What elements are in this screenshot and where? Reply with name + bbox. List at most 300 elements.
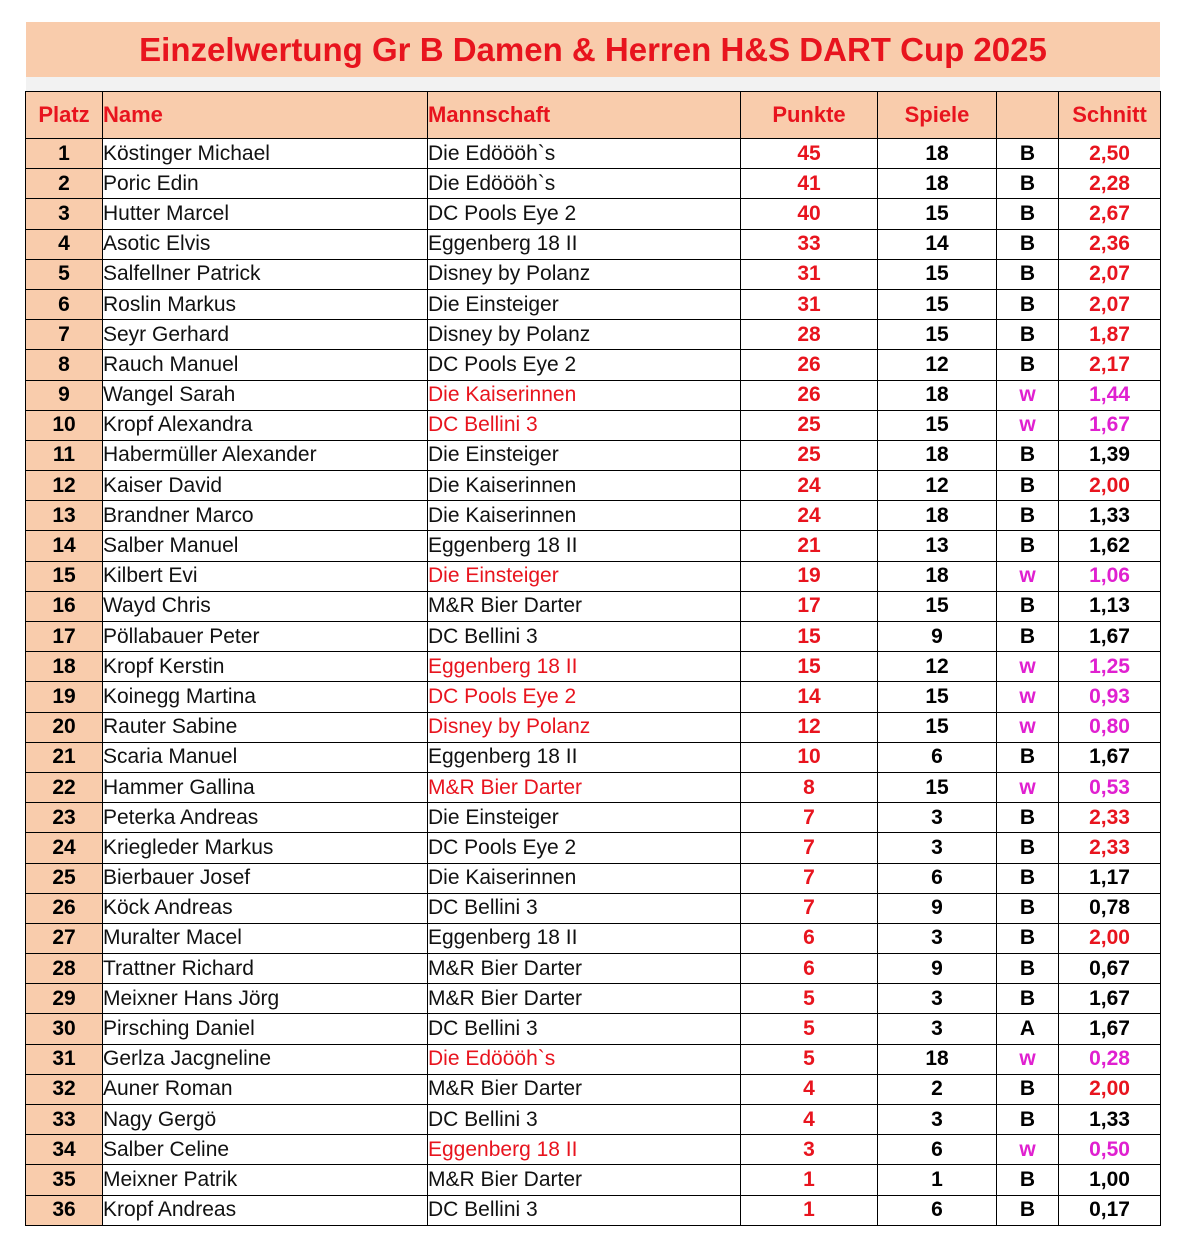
team-cell: M&R Bier Darter bbox=[428, 591, 741, 621]
team-cell: Die Einsteiger bbox=[428, 289, 741, 319]
average-cell: 1,67 bbox=[1059, 984, 1161, 1014]
class-cell: B bbox=[997, 471, 1059, 501]
games-cell: 14 bbox=[878, 229, 997, 259]
table-row bbox=[26, 984, 1161, 1014]
average-cell: 1,67 bbox=[1059, 410, 1161, 440]
name-cell: Peterka Andreas bbox=[103, 803, 428, 833]
name-cell: Habermüller Alexander bbox=[103, 440, 428, 470]
average-cell: 1,67 bbox=[1059, 1014, 1161, 1044]
games-cell: 12 bbox=[878, 471, 997, 501]
games-cell: 9 bbox=[878, 893, 997, 923]
class-cell: w bbox=[997, 1044, 1059, 1074]
average-cell: 1,44 bbox=[1059, 380, 1161, 410]
class-cell: B bbox=[997, 803, 1059, 833]
games-cell: 15 bbox=[878, 712, 997, 742]
average-cell: 2,50 bbox=[1059, 139, 1161, 169]
points-cell: 24 bbox=[741, 501, 878, 531]
table-row bbox=[26, 652, 1161, 682]
class-cell: B bbox=[997, 501, 1059, 531]
table-row bbox=[26, 199, 1161, 229]
games-cell: 3 bbox=[878, 1014, 997, 1044]
name-cell: Bierbauer Josef bbox=[103, 863, 428, 893]
average-cell: 1,39 bbox=[1059, 440, 1161, 470]
table-row bbox=[26, 591, 1161, 621]
games-cell: 15 bbox=[878, 682, 997, 712]
header-points: Punkte bbox=[741, 92, 878, 139]
team-cell: Die Kaiserinnen bbox=[428, 380, 741, 410]
average-cell: 0,17 bbox=[1059, 1195, 1161, 1225]
table-row bbox=[26, 289, 1161, 319]
platz-cell: 23 bbox=[26, 803, 103, 833]
games-cell: 9 bbox=[878, 622, 997, 652]
points-cell: 28 bbox=[741, 320, 878, 350]
average-cell: 1,67 bbox=[1059, 622, 1161, 652]
name-cell: Wayd Chris bbox=[103, 591, 428, 621]
points-cell: 14 bbox=[741, 682, 878, 712]
points-cell: 25 bbox=[741, 410, 878, 440]
average-cell: 0,28 bbox=[1059, 1044, 1161, 1074]
class-cell: B bbox=[997, 531, 1059, 561]
name-cell: Salber Celine bbox=[103, 1135, 428, 1165]
games-cell: 18 bbox=[878, 501, 997, 531]
team-cell: DC Bellini 3 bbox=[428, 410, 741, 440]
class-cell: B bbox=[997, 199, 1059, 229]
team-cell: Eggenberg 18 II bbox=[428, 742, 741, 772]
name-cell: Gerlza Jacgneline bbox=[103, 1044, 428, 1074]
games-cell: 6 bbox=[878, 1135, 997, 1165]
games-cell: 9 bbox=[878, 954, 997, 984]
class-cell: w bbox=[997, 712, 1059, 742]
points-cell: 7 bbox=[741, 833, 878, 863]
points-cell: 17 bbox=[741, 591, 878, 621]
header-team: Mannschaft bbox=[428, 92, 741, 139]
points-cell: 24 bbox=[741, 471, 878, 501]
platz-cell: 24 bbox=[26, 833, 103, 863]
platz-cell: 15 bbox=[26, 561, 103, 591]
platz-cell: 17 bbox=[26, 622, 103, 652]
name-cell: Scaria Manuel bbox=[103, 742, 428, 772]
games-cell: 15 bbox=[878, 289, 997, 319]
points-cell: 1 bbox=[741, 1165, 878, 1195]
team-cell: DC Pools Eye 2 bbox=[428, 682, 741, 712]
points-cell: 6 bbox=[741, 923, 878, 953]
name-cell: Poric Edin bbox=[103, 169, 428, 199]
class-cell: w bbox=[997, 652, 1059, 682]
average-cell: 1,67 bbox=[1059, 742, 1161, 772]
team-cell: M&R Bier Darter bbox=[428, 772, 741, 802]
average-cell: 2,28 bbox=[1059, 169, 1161, 199]
name-cell: Brandner Marco bbox=[103, 501, 428, 531]
points-cell: 19 bbox=[741, 561, 878, 591]
class-cell: B bbox=[997, 923, 1059, 953]
platz-cell: 4 bbox=[26, 229, 103, 259]
games-cell: 18 bbox=[878, 169, 997, 199]
table-row bbox=[26, 531, 1161, 561]
team-cell: Die Kaiserinnen bbox=[428, 471, 741, 501]
platz-cell: 28 bbox=[26, 954, 103, 984]
name-cell: Hammer Gallina bbox=[103, 772, 428, 802]
class-cell: w bbox=[997, 561, 1059, 591]
games-cell: 3 bbox=[878, 984, 997, 1014]
points-cell: 21 bbox=[741, 531, 878, 561]
points-cell: 1 bbox=[741, 1195, 878, 1225]
class-cell: B bbox=[997, 440, 1059, 470]
average-cell: 2,07 bbox=[1059, 259, 1161, 289]
class-cell: B bbox=[997, 320, 1059, 350]
class-cell: B bbox=[997, 1195, 1059, 1225]
name-cell: Kropf Alexandra bbox=[103, 410, 428, 440]
games-cell: 18 bbox=[878, 139, 997, 169]
class-cell: B bbox=[997, 229, 1059, 259]
name-cell: Muralter Macel bbox=[103, 923, 428, 953]
name-cell: Wangel Sarah bbox=[103, 380, 428, 410]
platz-cell: 6 bbox=[26, 289, 103, 319]
title-separator bbox=[26, 77, 1160, 91]
class-cell: B bbox=[997, 591, 1059, 621]
table-row bbox=[26, 622, 1161, 652]
team-cell: DC Bellini 3 bbox=[428, 893, 741, 923]
table-row bbox=[26, 1044, 1161, 1074]
average-cell: 2,17 bbox=[1059, 350, 1161, 380]
header-row bbox=[26, 92, 1161, 139]
class-cell: A bbox=[997, 1014, 1059, 1044]
table-row bbox=[26, 1195, 1161, 1225]
name-cell: Köck Andreas bbox=[103, 893, 428, 923]
points-cell: 7 bbox=[741, 893, 878, 923]
name-cell: Rauter Sabine bbox=[103, 712, 428, 742]
points-cell: 5 bbox=[741, 984, 878, 1014]
team-cell: M&R Bier Darter bbox=[428, 984, 741, 1014]
team-cell: Die Einsteiger bbox=[428, 803, 741, 833]
table-row bbox=[26, 863, 1161, 893]
average-cell: 2,07 bbox=[1059, 289, 1161, 319]
name-cell: Pirsching Daniel bbox=[103, 1014, 428, 1044]
platz-cell: 36 bbox=[26, 1195, 103, 1225]
platz-cell: 11 bbox=[26, 440, 103, 470]
class-cell: w bbox=[997, 410, 1059, 440]
class-cell: B bbox=[997, 984, 1059, 1014]
platz-cell: 22 bbox=[26, 772, 103, 802]
average-cell: 0,80 bbox=[1059, 712, 1161, 742]
games-cell: 13 bbox=[878, 531, 997, 561]
points-cell: 12 bbox=[741, 712, 878, 742]
team-cell: Die Kaiserinnen bbox=[428, 863, 741, 893]
games-cell: 3 bbox=[878, 803, 997, 833]
table-row bbox=[26, 320, 1161, 350]
class-cell: B bbox=[997, 893, 1059, 923]
points-cell: 33 bbox=[741, 229, 878, 259]
class-cell: w bbox=[997, 1135, 1059, 1165]
class-cell: B bbox=[997, 289, 1059, 319]
class-cell: B bbox=[997, 1105, 1059, 1135]
table-row bbox=[26, 259, 1161, 289]
name-cell: Pöllabauer Peter bbox=[103, 622, 428, 652]
team-cell: Die Edöööh`s bbox=[428, 139, 741, 169]
team-cell: Eggenberg 18 II bbox=[428, 531, 741, 561]
name-cell: Kropf Andreas bbox=[103, 1195, 428, 1225]
class-cell: w bbox=[997, 682, 1059, 712]
class-cell: B bbox=[997, 954, 1059, 984]
points-cell: 31 bbox=[741, 289, 878, 319]
average-cell: 1,87 bbox=[1059, 320, 1161, 350]
average-cell: 2,33 bbox=[1059, 833, 1161, 863]
average-cell: 1,00 bbox=[1059, 1165, 1161, 1195]
points-cell: 41 bbox=[741, 169, 878, 199]
name-cell: Salber Manuel bbox=[103, 531, 428, 561]
games-cell: 6 bbox=[878, 1195, 997, 1225]
team-cell: DC Pools Eye 2 bbox=[428, 833, 741, 863]
table-row bbox=[26, 1074, 1161, 1104]
name-cell: Roslin Markus bbox=[103, 289, 428, 319]
average-cell: 1,06 bbox=[1059, 561, 1161, 591]
name-cell: Meixner Patrik bbox=[103, 1165, 428, 1195]
platz-cell: 33 bbox=[26, 1105, 103, 1135]
table-row bbox=[26, 742, 1161, 772]
points-cell: 15 bbox=[741, 622, 878, 652]
name-cell: Kropf Kerstin bbox=[103, 652, 428, 682]
table-row bbox=[26, 1014, 1161, 1044]
games-cell: 15 bbox=[878, 410, 997, 440]
team-cell: DC Bellini 3 bbox=[428, 622, 741, 652]
table-body bbox=[26, 139, 1161, 1226]
platz-cell: 16 bbox=[26, 591, 103, 621]
platz-cell: 21 bbox=[26, 742, 103, 772]
platz-cell: 18 bbox=[26, 652, 103, 682]
name-cell: Rauch Manuel bbox=[103, 350, 428, 380]
class-cell: B bbox=[997, 1074, 1059, 1104]
platz-cell: 13 bbox=[26, 501, 103, 531]
platz-cell: 35 bbox=[26, 1165, 103, 1195]
points-cell: 3 bbox=[741, 1135, 878, 1165]
table-row bbox=[26, 139, 1161, 169]
points-cell: 4 bbox=[741, 1105, 878, 1135]
name-cell: Auner Roman bbox=[103, 1074, 428, 1104]
games-cell: 6 bbox=[878, 742, 997, 772]
table-row bbox=[26, 712, 1161, 742]
class-cell: w bbox=[997, 380, 1059, 410]
team-cell: Die Einsteiger bbox=[428, 440, 741, 470]
table-row bbox=[26, 682, 1161, 712]
name-cell: Kriegleder Markus bbox=[103, 833, 428, 863]
average-cell: 2,00 bbox=[1059, 1074, 1161, 1104]
team-cell: DC Bellini 3 bbox=[428, 1014, 741, 1044]
games-cell: 12 bbox=[878, 350, 997, 380]
class-cell: w bbox=[997, 772, 1059, 802]
platz-cell: 32 bbox=[26, 1074, 103, 1104]
team-cell: M&R Bier Darter bbox=[428, 954, 741, 984]
class-cell: B bbox=[997, 350, 1059, 380]
table-row bbox=[26, 169, 1161, 199]
average-cell: 0,53 bbox=[1059, 772, 1161, 802]
points-cell: 6 bbox=[741, 954, 878, 984]
table-row bbox=[26, 833, 1161, 863]
platz-cell: 26 bbox=[26, 893, 103, 923]
games-cell: 3 bbox=[878, 833, 997, 863]
table-row bbox=[26, 1165, 1161, 1195]
points-cell: 5 bbox=[741, 1014, 878, 1044]
platz-cell: 2 bbox=[26, 169, 103, 199]
platz-cell: 27 bbox=[26, 923, 103, 953]
points-cell: 8 bbox=[741, 772, 878, 802]
platz-cell: 34 bbox=[26, 1135, 103, 1165]
games-cell: 15 bbox=[878, 199, 997, 229]
points-cell: 31 bbox=[741, 259, 878, 289]
average-cell: 0,67 bbox=[1059, 954, 1161, 984]
name-cell: Asotic Elvis bbox=[103, 229, 428, 259]
average-cell: 1,25 bbox=[1059, 652, 1161, 682]
platz-cell: 8 bbox=[26, 350, 103, 380]
table-row bbox=[26, 772, 1161, 802]
games-cell: 2 bbox=[878, 1074, 997, 1104]
class-cell: B bbox=[997, 742, 1059, 772]
platz-cell: 14 bbox=[26, 531, 103, 561]
team-cell: M&R Bier Darter bbox=[428, 1074, 741, 1104]
games-cell: 3 bbox=[878, 1105, 997, 1135]
games-cell: 18 bbox=[878, 561, 997, 591]
average-cell: 2,67 bbox=[1059, 199, 1161, 229]
class-cell: B bbox=[997, 863, 1059, 893]
name-cell: Koinegg Martina bbox=[103, 682, 428, 712]
average-cell: 1,33 bbox=[1059, 501, 1161, 531]
class-cell: B bbox=[997, 259, 1059, 289]
team-cell: DC Pools Eye 2 bbox=[428, 350, 741, 380]
team-cell: Eggenberg 18 II bbox=[428, 229, 741, 259]
table-row bbox=[26, 1105, 1161, 1135]
games-cell: 18 bbox=[878, 380, 997, 410]
table-row bbox=[26, 350, 1161, 380]
table-row bbox=[26, 471, 1161, 501]
games-cell: 6 bbox=[878, 863, 997, 893]
name-cell: Salfellner Patrick bbox=[103, 259, 428, 289]
games-cell: 3 bbox=[878, 923, 997, 953]
games-cell: 18 bbox=[878, 440, 997, 470]
points-cell: 40 bbox=[741, 199, 878, 229]
table-row bbox=[26, 380, 1161, 410]
header-games: Spiele bbox=[878, 92, 997, 139]
platz-cell: 3 bbox=[26, 199, 103, 229]
name-cell: Hutter Marcel bbox=[103, 199, 428, 229]
table-row bbox=[26, 229, 1161, 259]
average-cell: 2,00 bbox=[1059, 923, 1161, 953]
table-row bbox=[26, 410, 1161, 440]
platz-cell: 7 bbox=[26, 320, 103, 350]
average-cell: 1,17 bbox=[1059, 863, 1161, 893]
points-cell: 10 bbox=[741, 742, 878, 772]
team-cell: DC Bellini 3 bbox=[428, 1105, 741, 1135]
table-row bbox=[26, 923, 1161, 953]
table-row bbox=[26, 501, 1161, 531]
class-cell: B bbox=[997, 139, 1059, 169]
platz-cell: 19 bbox=[26, 682, 103, 712]
average-cell: 1,62 bbox=[1059, 531, 1161, 561]
team-cell: Disney by Polanz bbox=[428, 712, 741, 742]
platz-cell: 29 bbox=[26, 984, 103, 1014]
points-cell: 26 bbox=[741, 350, 878, 380]
platz-cell: 30 bbox=[26, 1014, 103, 1044]
points-cell: 26 bbox=[741, 380, 878, 410]
name-cell: Köstinger Michael bbox=[103, 139, 428, 169]
platz-cell: 1 bbox=[26, 139, 103, 169]
games-cell: 15 bbox=[878, 591, 997, 621]
header-platz: Platz bbox=[26, 92, 103, 139]
games-cell: 1 bbox=[878, 1165, 997, 1195]
points-cell: 7 bbox=[741, 863, 878, 893]
platz-cell: 5 bbox=[26, 259, 103, 289]
average-cell: 1,33 bbox=[1059, 1105, 1161, 1135]
name-cell: Trattner Richard bbox=[103, 954, 428, 984]
team-cell: Die Einsteiger bbox=[428, 561, 741, 591]
header-average: Schnitt bbox=[1059, 92, 1161, 139]
platz-cell: 31 bbox=[26, 1044, 103, 1074]
table-row bbox=[26, 440, 1161, 470]
points-cell: 4 bbox=[741, 1074, 878, 1104]
team-cell: Disney by Polanz bbox=[428, 320, 741, 350]
games-cell: 18 bbox=[878, 1044, 997, 1074]
average-cell: 2,00 bbox=[1059, 471, 1161, 501]
platz-cell: 20 bbox=[26, 712, 103, 742]
table-row bbox=[26, 561, 1161, 591]
points-cell: 25 bbox=[741, 440, 878, 470]
table-row bbox=[26, 803, 1161, 833]
points-cell: 7 bbox=[741, 803, 878, 833]
platz-cell: 9 bbox=[26, 380, 103, 410]
average-cell: 2,36 bbox=[1059, 229, 1161, 259]
ranking-table bbox=[25, 91, 1161, 1226]
header-class bbox=[997, 92, 1059, 139]
header-name: Name bbox=[103, 92, 428, 139]
team-cell: Eggenberg 18 II bbox=[428, 923, 741, 953]
games-cell: 15 bbox=[878, 259, 997, 289]
team-cell: M&R Bier Darter bbox=[428, 1165, 741, 1195]
platz-cell: 12 bbox=[26, 471, 103, 501]
platz-cell: 10 bbox=[26, 410, 103, 440]
table-row bbox=[26, 893, 1161, 923]
team-cell: Die Edöööh`s bbox=[428, 169, 741, 199]
team-cell: Die Kaiserinnen bbox=[428, 501, 741, 531]
points-cell: 45 bbox=[741, 139, 878, 169]
average-cell: 0,78 bbox=[1059, 893, 1161, 923]
name-cell: Nagy Gergö bbox=[103, 1105, 428, 1135]
games-cell: 15 bbox=[878, 320, 997, 350]
points-cell: 5 bbox=[741, 1044, 878, 1074]
name-cell: Kaiser David bbox=[103, 471, 428, 501]
name-cell: Meixner Hans Jörg bbox=[103, 984, 428, 1014]
class-cell: B bbox=[997, 169, 1059, 199]
average-cell: 1,13 bbox=[1059, 591, 1161, 621]
table-row bbox=[26, 954, 1161, 984]
platz-cell: 25 bbox=[26, 863, 103, 893]
average-cell: 2,33 bbox=[1059, 803, 1161, 833]
team-cell: Eggenberg 18 II bbox=[428, 1135, 741, 1165]
average-cell: 0,50 bbox=[1059, 1135, 1161, 1165]
team-cell: DC Pools Eye 2 bbox=[428, 199, 741, 229]
class-cell: B bbox=[997, 1165, 1059, 1195]
average-cell: 0,93 bbox=[1059, 682, 1161, 712]
games-cell: 15 bbox=[878, 772, 997, 802]
table-row bbox=[26, 1135, 1161, 1165]
page-title: Einzelwertung Gr B Damen & Herren H&S DART Cup 2025 bbox=[26, 22, 1160, 77]
name-cell: Kilbert Evi bbox=[103, 561, 428, 591]
points-cell: 15 bbox=[741, 652, 878, 682]
team-cell: Eggenberg 18 II bbox=[428, 652, 741, 682]
class-cell: B bbox=[997, 833, 1059, 863]
class-cell: B bbox=[997, 622, 1059, 652]
team-cell: Disney by Polanz bbox=[428, 259, 741, 289]
games-cell: 12 bbox=[878, 652, 997, 682]
name-cell: Seyr Gerhard bbox=[103, 320, 428, 350]
team-cell: Die Edöööh`s bbox=[428, 1044, 741, 1074]
team-cell: DC Bellini 3 bbox=[428, 1195, 741, 1225]
